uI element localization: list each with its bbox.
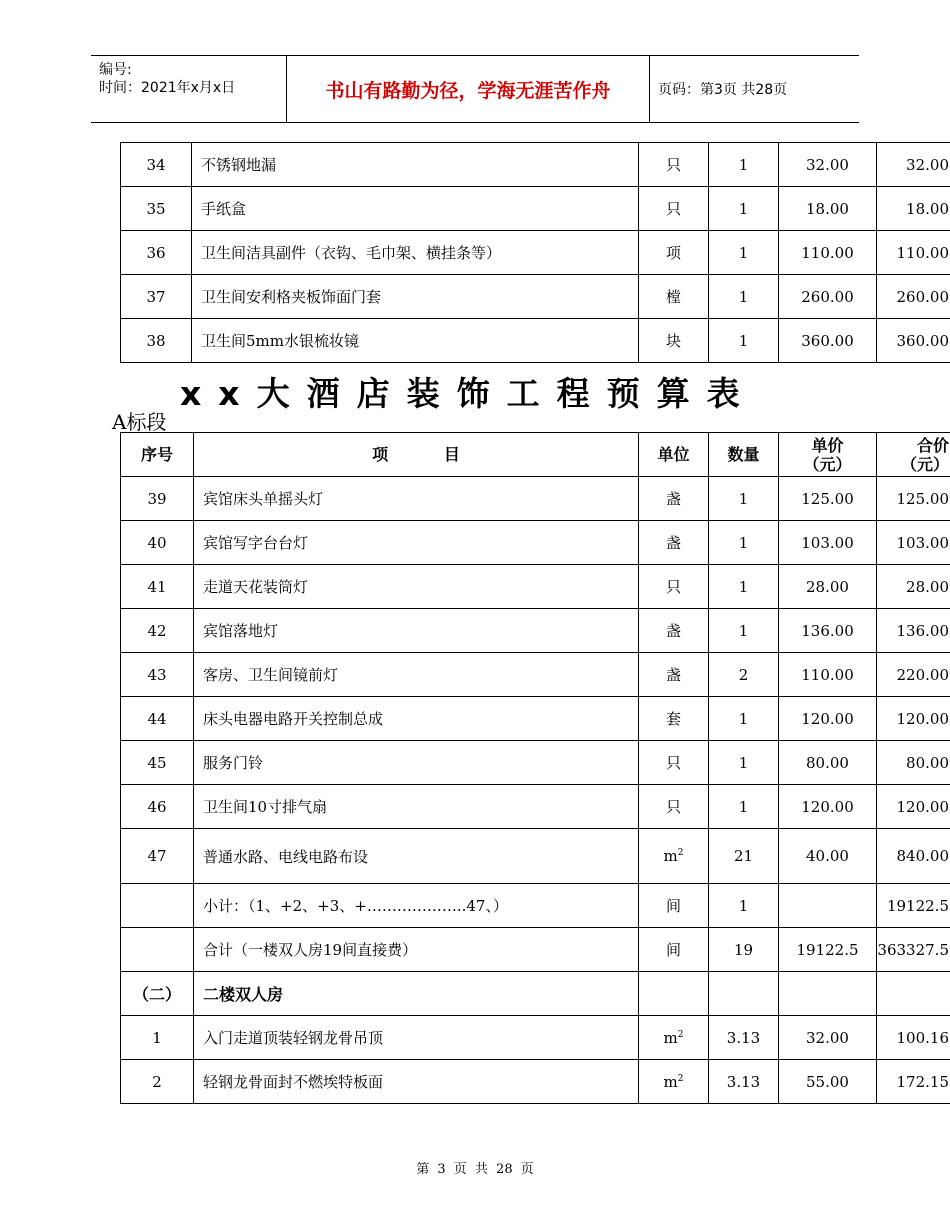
header-total: [877, 433, 950, 477]
table-row: [121, 829, 950, 884]
cell-price: 28.00: [779, 565, 877, 609]
cell-no: 43: [121, 653, 194, 697]
table-row: [121, 275, 950, 319]
cell-qty: 3.13: [709, 1060, 779, 1104]
cell-qty: 19: [709, 928, 779, 972]
cell-unit: 间: [639, 928, 709, 972]
cell-no: 40: [121, 521, 194, 565]
table-row: [121, 319, 950, 363]
cell-price: 360.00: [779, 319, 877, 363]
cell-no: 45: [121, 741, 194, 785]
cell-item: 手纸盒: [192, 187, 639, 231]
cell-qty: 3.13: [709, 1016, 779, 1060]
cell-qty: 1: [709, 741, 779, 785]
cell-item: 小计：（1、+2、+3、+………………..47、）: [194, 884, 639, 928]
cell-item: 卫生间安利格夹板饰面门套: [192, 275, 639, 319]
cell-total: 363327.5: [877, 928, 950, 972]
cell-no: 1: [121, 1016, 194, 1060]
cell-unit: 盏: [639, 521, 709, 565]
cell-qty: 1: [709, 697, 779, 741]
cell-item: 宾馆床头单摇头灯: [194, 477, 639, 521]
table-row: [121, 231, 950, 275]
page-footer: 第 3 页 共 28 页: [416, 1162, 534, 1177]
cell-total: 125.00: [877, 477, 950, 521]
table-row: [121, 785, 950, 829]
cell-price: 110.00: [779, 653, 877, 697]
cell-unit: 套: [639, 697, 709, 741]
cell-item: 走道天花装筒灯: [194, 565, 639, 609]
cell-unit: 间: [639, 884, 709, 928]
cell-unit: 块: [639, 319, 709, 363]
cell-item: 宾馆写字台台灯: [194, 521, 639, 565]
cell-no: 42: [121, 609, 194, 653]
header-page-info: 页码：第3页 共28页: [658, 82, 788, 98]
cell-unit: [639, 1016, 709, 1060]
cell-no: 35: [121, 187, 192, 231]
cell-price: 80.00: [779, 741, 877, 785]
cell-item: 入门走道顶装轻钢龙骨吊顶: [194, 1016, 639, 1060]
cell-item: 卫生间洁具副件（衣钩、毛巾架、横挂条等）: [192, 231, 639, 275]
cell-qty: 21: [709, 829, 779, 884]
cell-unit: 盏: [639, 477, 709, 521]
cell-price: 18.00: [779, 187, 877, 231]
cell-price: 260.00: [779, 275, 877, 319]
table-row: [121, 609, 950, 653]
cell-unit: 只: [639, 143, 709, 187]
cell-unit: [639, 829, 709, 884]
cell-total: 220.00: [877, 653, 950, 697]
cell-total: 360.00: [877, 319, 950, 363]
table-row: [121, 565, 950, 609]
cell-no: 47: [121, 829, 194, 884]
header-price: [779, 433, 877, 477]
cell-qty: 1: [709, 319, 779, 363]
unit-superscript: 2: [677, 848, 684, 858]
cell-no: [121, 884, 194, 928]
cell-item: 卫生间10寸排气扇: [194, 785, 639, 829]
header-motto: 书山有路勤为径，学海无涯苦作舟: [287, 56, 650, 122]
cell-total: 19122.5: [877, 884, 950, 928]
cell-total: 103.00: [877, 521, 950, 565]
cell-no: 39: [121, 477, 194, 521]
cell-price: [779, 972, 877, 1016]
table-row: [121, 741, 950, 785]
cell-price: 55.00: [779, 1060, 877, 1104]
cell-price: [779, 884, 877, 928]
section-label: A标段: [112, 410, 167, 434]
table-row: [121, 697, 950, 741]
cell-total: 110.00: [877, 231, 950, 275]
cell-qty: 1: [709, 143, 779, 187]
cell-no: 37: [121, 275, 192, 319]
cell-unit: 项: [639, 231, 709, 275]
cell-price: 136.00: [779, 609, 877, 653]
cell-total: [877, 972, 950, 1016]
cell-price: 32.00: [779, 143, 877, 187]
subtotal-row: [121, 884, 950, 928]
table-header-row: [121, 433, 950, 477]
table-row: [121, 1060, 950, 1104]
cell-item: 客房、卫生间镜前灯: [194, 653, 639, 697]
unit-text: m: [663, 847, 678, 865]
cell-no: 44: [121, 697, 194, 741]
cell-item: 合计（一楼双人房19间直接费）: [194, 928, 639, 972]
cell-item: 服务门铃: [194, 741, 639, 785]
cell-price: 120.00: [779, 697, 877, 741]
cell-unit: 只: [639, 565, 709, 609]
cell-total: 120.00: [877, 785, 950, 829]
number-label: 编号:: [99, 62, 132, 78]
cell-no: 34: [121, 143, 192, 187]
cell-item: 卫生间5mm水银梳妆镜: [192, 319, 639, 363]
table-row: [121, 1016, 950, 1060]
cell-no: 2: [121, 1060, 194, 1104]
cell-price: 103.00: [779, 521, 877, 565]
cell-unit: 樘: [639, 275, 709, 319]
cell-total: 32.00: [877, 143, 950, 187]
unit-text: m: [663, 1072, 678, 1091]
cell-qty: 1: [709, 231, 779, 275]
header-meta: [91, 56, 287, 122]
cell-qty: 1: [709, 187, 779, 231]
cell-total: 120.00: [877, 697, 950, 741]
cell-item: 床头电器电路开关控制总成: [194, 697, 639, 741]
header-total-unit: （元）: [900, 454, 949, 474]
cell-price: 125.00: [779, 477, 877, 521]
cell-qty: 1: [709, 477, 779, 521]
cell-unit: 只: [639, 187, 709, 231]
cell-no: （二）: [121, 972, 194, 1016]
cell-total: 172.15: [877, 1060, 950, 1104]
continuation-table: [120, 142, 950, 363]
cell-total: 18.00: [877, 187, 950, 231]
table-row: [121, 653, 950, 697]
table-row: [121, 143, 950, 187]
header-price-unit: （元）: [803, 454, 852, 474]
cell-no: 46: [121, 785, 194, 829]
section-row: [121, 972, 950, 1016]
budget-table: [120, 432, 950, 1104]
table-row: [121, 477, 950, 521]
cell-total: 136.00: [877, 609, 950, 653]
cell-total: 260.00: [877, 275, 950, 319]
table-row: [121, 187, 950, 231]
cell-unit: 只: [639, 741, 709, 785]
cell-total: 80.00: [877, 741, 950, 785]
cell-unit: [639, 1060, 709, 1104]
header-no: 序号: [121, 433, 194, 477]
cell-no: 41: [121, 565, 194, 609]
cell-qty: 1: [709, 884, 779, 928]
cell-unit: [639, 972, 709, 1016]
unit-superscript: 2: [677, 1029, 684, 1040]
page-title: xx大酒店装饰工程预算表: [180, 374, 757, 413]
cell-item: 轻钢龙骨面封不燃埃特板面: [194, 1060, 639, 1104]
cell-price: 40.00: [779, 829, 877, 884]
cell-total: 28.00: [877, 565, 950, 609]
header-total-label: 合价: [916, 435, 949, 455]
cell-no: [121, 928, 194, 972]
total-row: [121, 928, 950, 972]
cell-price: 110.00: [779, 231, 877, 275]
cell-unit: 盏: [639, 609, 709, 653]
cell-item: 不锈钢地漏: [192, 143, 639, 187]
cell-price: 19122.5: [779, 928, 877, 972]
header-price-label: 单价: [811, 435, 844, 455]
cell-unit: 盏: [639, 653, 709, 697]
page-header: [91, 55, 859, 123]
header-qty: 数量: [709, 433, 779, 477]
header-item: 项 目: [194, 433, 639, 477]
time-label: 时间：2021年x月x日: [99, 80, 236, 96]
header-unit: 单位: [639, 433, 709, 477]
cell-no: 38: [121, 319, 192, 363]
unit-text: m: [663, 1028, 678, 1047]
cell-no: 36: [121, 231, 192, 275]
cell-total: 840.00: [877, 829, 950, 884]
cell-qty: 1: [709, 521, 779, 565]
cell-price: 120.00: [779, 785, 877, 829]
cell-qty: [709, 972, 779, 1016]
cell-qty: 1: [709, 565, 779, 609]
cell-price: 32.00: [779, 1016, 877, 1060]
table-row: [121, 521, 950, 565]
cell-qty: 1: [709, 275, 779, 319]
cell-unit: 只: [639, 785, 709, 829]
cell-item: 宾馆落地灯: [194, 609, 639, 653]
unit-superscript: 2: [677, 1073, 684, 1084]
cell-qty: 1: [709, 609, 779, 653]
cell-item: 二楼双人房: [194, 972, 639, 1016]
cell-qty: 2: [709, 653, 779, 697]
cell-total: 100.16: [877, 1016, 950, 1060]
cell-qty: 1: [709, 785, 779, 829]
cell-item: 普通水路、电线电路布设: [194, 829, 639, 884]
